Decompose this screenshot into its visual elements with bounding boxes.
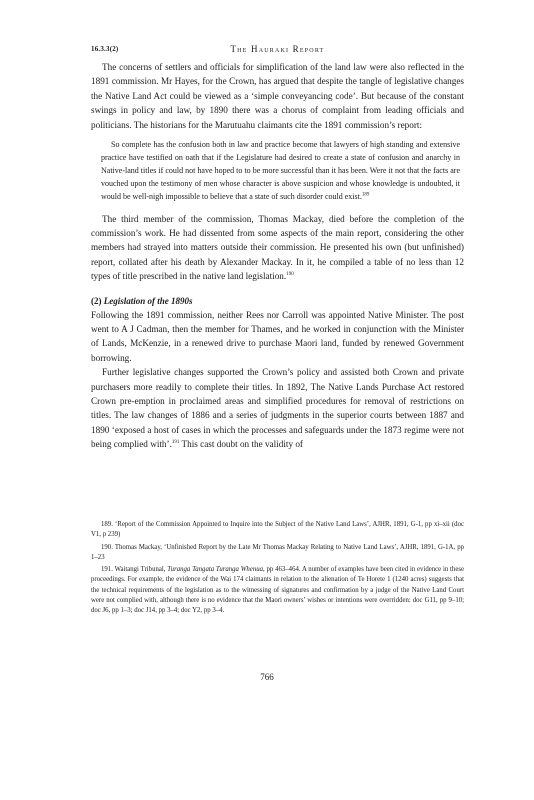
main-text bbox=[91, 60, 464, 452]
footnote-189 bbox=[91, 520, 464, 540]
footnote-number: 191. bbox=[101, 566, 113, 574]
subsection-title: Legislation of the 1890s bbox=[103, 295, 193, 306]
footnote-190 bbox=[91, 543, 464, 563]
paragraph-4-text: Further legislative changes supported the Crown’s policy and assisted both Crown and private purchasers more readily to complete their titles. In 1892, The Native Lands Purchase Act restored Crown pre-emption in proclaimed areas and simplified procedures for removal of restrictions on titles. The law changes of 1886 and a series of judgments in the superior courts between 1887 and 1890 ‘exposed a host of cases in which the processes and safeguards under the 1873 regime were not being complied with’. bbox=[91, 367, 464, 450]
footnote-text-continued: , pp 463–464. A number of examples have been cited in evidence in these proceedings. For example, the evidence of the Wai 174 claimants in relation to the alienation of Te Horete 1 (1240 acres) suggests that the technical requirements of the legislation as to the witnessing of signatures and confirmation by a judge of the Native Land Court were not complied with, although there is no evidence that the Maori owners’ wishes or intentions were overridden: doc G11, pp 9–10; doc J6, pp 1–3; doc J14, pp 3–4; doc Y2, pp 3–4. bbox=[91, 566, 465, 614]
paragraph-1: The concerns of settlers and officials for simplification of the land law were also reflected in the 1891 commission. Mr Hayes, for the Crown, has argued that despite the tangle of legislative changes the Native Land Act could be viewed as a ‘simple conveyancing code’. But because of the constant swings in policy and law, by 1890 there was a chorus of complaint from leading officials and politicians. The historians for the Marutuahu claimants cite the 1891 commission’s report: bbox=[91, 62, 464, 130]
paragraph-4 bbox=[91, 365, 464, 451]
footnote-ref-191[interactable]: 191 bbox=[171, 440, 180, 446]
footnote-number: 190. bbox=[101, 543, 113, 551]
footnote-191 bbox=[91, 565, 464, 615]
quote-text: So complete has the confusion both in law and practice become that lawyers of high standing and extensive practice have testified on oath that if the Legislature had desired to create a state of confusion and anarchy in Native-land titles if could not have hoped to to be more successful than it has been. Were it not that the facts are vouched upon the testimony of men whose character is above suspicion and whose knowledge is undoubted, it would be well-nigh impossible to believe that a state of such disorder could exist. bbox=[101, 140, 460, 202]
paragraph-3: Following the 1891 commission, neither Rees nor Carroll was appointed Native Minister. The post went to A J Cadman, then the member for Thames, and he worked in conjunction with the Minister of Lands, McKenzie, in a renewed drive to purchase Maori land, funded by renewed Government borrowing. bbox=[91, 309, 464, 363]
section-number: 16.3.3(2) bbox=[91, 45, 119, 53]
subsection-prefix: (2) bbox=[91, 295, 104, 306]
subsection-heading bbox=[91, 294, 464, 308]
paragraph-2-text: The third member of the commission, Thomas Mackay, died before the completion of the commission’s work. He had dissented from some aspects of the main report, considering the other members had strayed into matters outside their commission. He presented his own (but unfinished) report, collated after his death by Alexander Mackay. In it, he compiled a table of no less than 12 types of title prescribed in the native land legislation. bbox=[91, 213, 464, 282]
footnote-ref-189[interactable]: 189 bbox=[361, 192, 370, 198]
footnote-text: Waitangi Tribunal, bbox=[114, 566, 168, 574]
block-quote bbox=[91, 138, 464, 203]
page-header bbox=[91, 44, 464, 58]
footnotes bbox=[91, 520, 464, 618]
page-number: 766 bbox=[260, 672, 274, 682]
quote-paragraph bbox=[91, 138, 464, 203]
footnote-number: 189. bbox=[101, 521, 113, 528]
footnote-text: Thomas Mackay, ‘Unfinished Report by the Late Mr Thomas Mackay Relating to Native Land Laws’, AJHR, 1891, G-1A, pp 1–23 bbox=[91, 543, 464, 561]
footnote-ref-190[interactable]: 190 bbox=[286, 272, 294, 278]
footnote-text: ‘Report of the Commission Appointed to Inquire into the Subject of the Native Land Laws’, AJHR, 1891, G-1, pp xi–xii (doc V1, p 239) bbox=[91, 521, 464, 539]
paragraph-2 bbox=[91, 212, 464, 284]
footnote-italic-title: Turanga Tangata Turanga Whenua bbox=[167, 566, 264, 574]
paragraph-4-continuation: This cast doubt on the validity of bbox=[179, 439, 303, 450]
running-title: The Hauraki Report bbox=[230, 44, 325, 54]
